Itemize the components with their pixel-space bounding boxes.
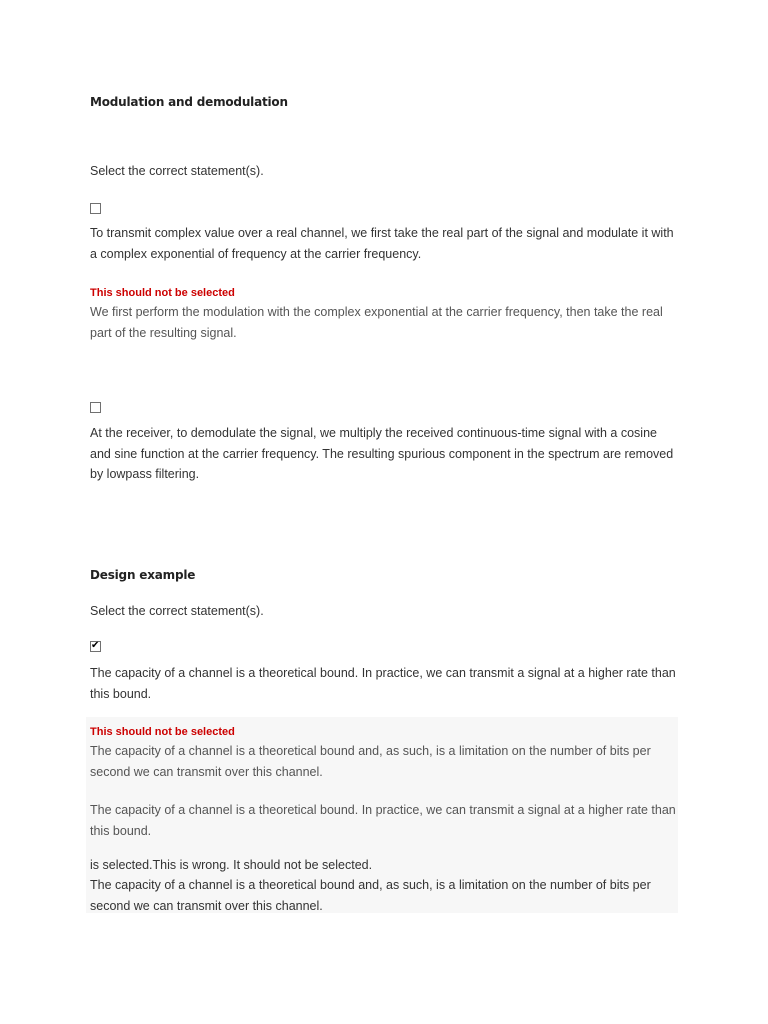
option-3-feedback-correct: The capacity of a channel is a theoretical bound and, as such, is a limitation on the number of bits per second we can transmit over this channel. [90,878,651,913]
section-title-design-example: Design example [90,568,196,582]
option-1-text: To transmit complex value over a real channel, we first take the real part of the signal and modulate it with a complex exponential of frequency at the carrier frequency. [90,226,674,261]
option-2-checkbox[interactable] [90,402,101,413]
option-3-feedback-label: This should not be selected [90,726,235,738]
question-prompt-1: Select the correct statement(s). [90,164,264,178]
option-1-checkbox[interactable] [90,203,101,214]
option-3-text: The capacity of a channel is a theoretical bound. In practice, we can transmit a signal at a higher rate than this bound. [90,666,676,701]
option-1-feedback-text: We first perform the modulation with the complex exponential at the carrier frequency, then take the real part of the resulting signal. [90,305,663,340]
option-3-checkbox[interactable] [90,641,101,652]
option-3-feedback-quote: The capacity of a channel is a theoretical bound. In practice, we can transmit a signal at a higher rate than this bound. [90,803,676,838]
option-1-feedback-label: This should not be selected [90,287,235,299]
section-title-modulation: Modulation and demodulation [90,95,288,109]
checkmark-icon: ✔ [91,640,100,651]
option-2-text: At the receiver, to demodulate the signal, we multiply the received continuous-time signal with a cosine and sine function at the carrier frequency. The resulting spurious component in the spectrum are removed by lowpass filtering. [90,426,674,481]
option-3-feedback-text: The capacity of a channel is a theoretical bound and, as such, is a limitation on the number of bits per second we can transmit over this channel. [90,744,651,779]
option-3-feedback-wrong: is selected.This is wrong. It should not be selected. [90,858,373,872]
question-prompt-2: Select the correct statement(s). [90,604,264,618]
